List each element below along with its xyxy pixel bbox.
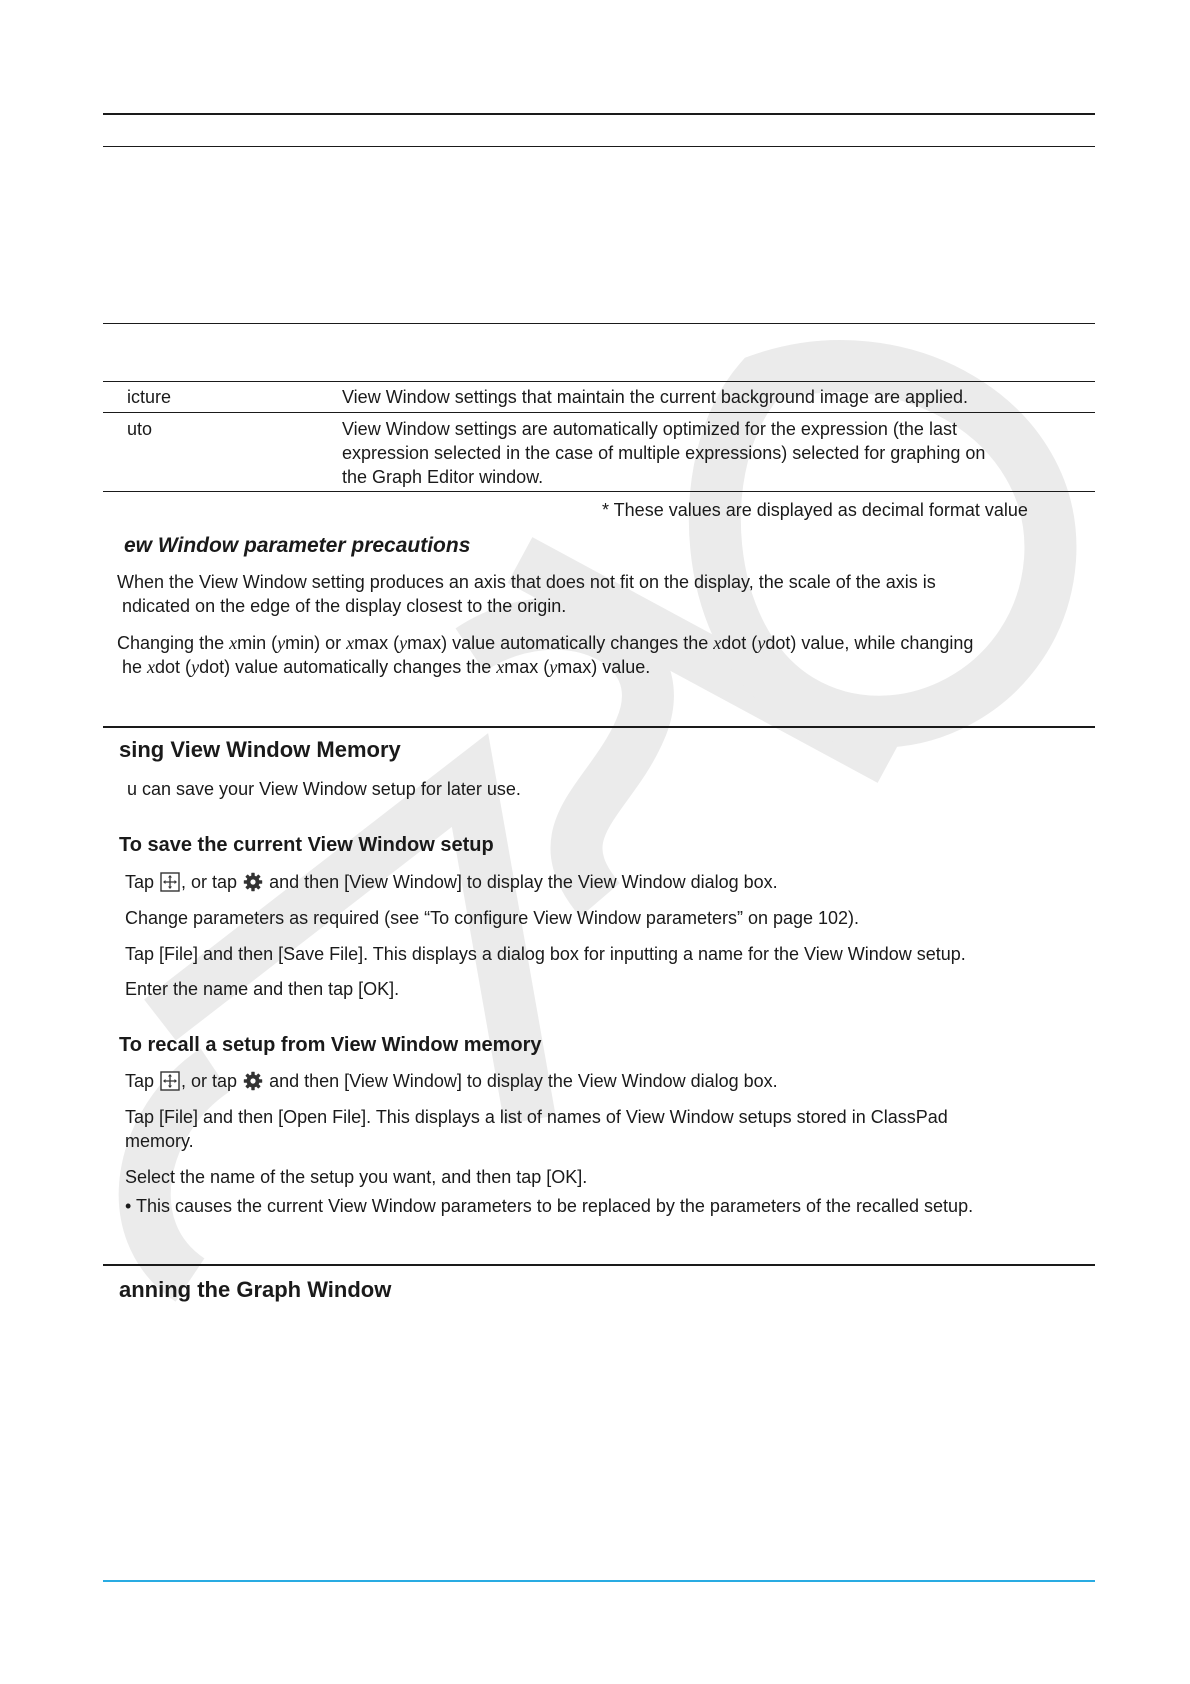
top-rule-2 bbox=[103, 146, 1095, 147]
recall-setup-heading: To recall a setup from View Window memory bbox=[119, 1034, 542, 1056]
recall-step-1: Tap , or tap and then [View Window] to display the View Window dialog box. bbox=[125, 1071, 778, 1091]
table-footnote: * These values are displayed as decimal format value bbox=[602, 500, 1028, 520]
table-row-label: uto bbox=[127, 419, 153, 439]
recall-step-2: memory. bbox=[125, 1131, 194, 1151]
save-step-4: Enter the name and then tap [OK]. bbox=[125, 979, 400, 999]
table-row-description: expression selected in the case of multiple expressions) selected for graphing on bbox=[342, 443, 986, 463]
save-step-1: Tap , or tap and then [View Window] to display the View Window dialog box. bbox=[125, 872, 778, 892]
view-window-icon[interactable] bbox=[160, 872, 180, 892]
gear-icon[interactable] bbox=[243, 872, 263, 892]
gear-icon[interactable] bbox=[243, 1071, 263, 1091]
table-top-rule bbox=[103, 323, 1095, 324]
recall-step-3: Select the name of the setup you want, and then tap [OK]. bbox=[125, 1167, 588, 1187]
save-setup-heading: To save the current View Window setup bbox=[119, 834, 494, 856]
precaution-paragraph: he xdot (ydot) value automatically changes the xmax (ymax) value. bbox=[122, 657, 651, 677]
section-intro: u can save your View Window setup for later use. bbox=[127, 779, 521, 799]
table-row-description: View Window settings that maintain the current background image are applied. bbox=[342, 387, 969, 407]
section-heading-panning: anning the Graph Window bbox=[119, 1277, 392, 1302]
precaution-paragraph: ndicated on the edge of the display closest to the origin. bbox=[122, 596, 567, 616]
table-row-divider bbox=[103, 381, 1095, 382]
section-rule bbox=[103, 726, 1095, 728]
save-step-2: Change parameters as required (see “To configure View Window parameters” on page 102). bbox=[125, 908, 860, 928]
top-rule-1 bbox=[103, 113, 1095, 115]
section-heading-memory: sing View Window Memory bbox=[119, 737, 401, 762]
save-step-3: Tap [File] and then [Save File]. This displays a dialog box for inputting a name for the View Window setup. bbox=[125, 944, 966, 964]
precautions-heading: ew Window parameter precautions bbox=[124, 534, 471, 557]
recall-step-2: Tap [File] and then [Open File]. This displays a list of names of View Window setups stored in ClassPad bbox=[125, 1107, 948, 1127]
table-row-description: View Window settings are automatically optimized for the expression (the last bbox=[342, 419, 957, 439]
table-row-description: the Graph Editor window. bbox=[342, 467, 544, 487]
precaution-paragraph: When the View Window setting produces an axis that does not fit on the display, the scale of the axis is bbox=[117, 572, 936, 592]
table-bottom-rule bbox=[103, 491, 1095, 492]
table-row-divider bbox=[103, 412, 1095, 413]
section-rule bbox=[103, 1264, 1095, 1266]
recall-note: • This causes the current View Window parameters to be replaced by the parameters of the recalled setup. bbox=[125, 1196, 974, 1216]
view-window-icon[interactable] bbox=[160, 1071, 180, 1091]
precaution-paragraph: Changing the xmin (ymin) or xmax (ymax) value automatically changes the xdot (ydot) value, while changing bbox=[117, 633, 974, 653]
table-row-label: icture bbox=[127, 387, 172, 407]
footer-rule bbox=[103, 1580, 1095, 1582]
